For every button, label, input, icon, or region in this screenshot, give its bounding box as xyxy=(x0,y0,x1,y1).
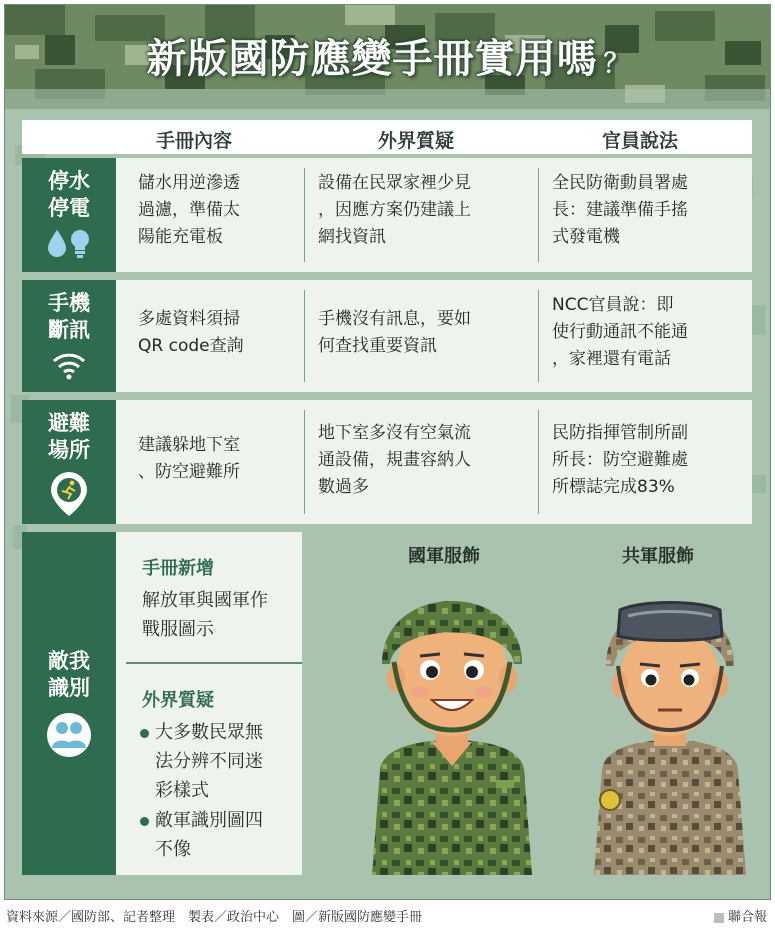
official-cell: 民防指揮管制所副 所長：防空避難處 所標誌完成83% xyxy=(552,423,688,497)
row-category xyxy=(22,532,116,875)
list-item: 敵軍識別圖四 不像 xyxy=(140,806,302,864)
roc-soldier-illustration xyxy=(342,570,562,875)
divider xyxy=(538,168,539,262)
identification-section xyxy=(22,532,767,875)
doubt-cell: 地下室多沒有空氣流 通設備，規畫容納人 數過多 xyxy=(318,423,471,497)
pla-soldier-illustration xyxy=(570,570,770,875)
category-line: 避難 xyxy=(48,411,90,435)
new-text: 解放軍與國軍作 戰服圖示 xyxy=(142,590,268,640)
doubt-cell: 設備在民眾家裡少見 ，因應方案仍建議上 網找資訊 xyxy=(318,173,471,247)
category-line: 斷訊 xyxy=(48,318,90,342)
two-people-icon xyxy=(46,712,92,758)
category-line: 敵我 xyxy=(48,649,90,673)
roc-uniform-label: 國軍服飾 xyxy=(408,546,480,567)
category-line: 場所 xyxy=(48,438,90,462)
publisher-brand: 聯合報 xyxy=(714,906,767,925)
column-header-content: 手冊內容 xyxy=(156,130,233,152)
column-header-row xyxy=(22,120,752,154)
divider xyxy=(538,410,539,514)
shelter-location-pin-icon xyxy=(48,470,90,518)
page-title: 新版國防應變手冊實用嗎 ？ xyxy=(146,36,631,82)
table-row xyxy=(22,400,752,524)
official-cell: NCC官員說：即 使行動通訊不能通 ，家裡還有電話 xyxy=(552,295,688,369)
table-row xyxy=(22,280,752,392)
official-cell: 全民防衛動員署處 長：建議準備手搖 式發電機 xyxy=(552,173,688,247)
doubt-cell: 手機沒有訊息，要如 何查找重要資訊 xyxy=(318,309,471,356)
divider xyxy=(304,410,305,514)
divider xyxy=(538,290,539,382)
list-item: 大多數民眾無 法分辨不同迷 彩樣式 xyxy=(140,718,302,805)
divider xyxy=(304,168,305,262)
row-category xyxy=(22,280,116,392)
row-category xyxy=(22,400,116,524)
pla-uniform-label: 共軍服飾 xyxy=(622,546,694,567)
wifi-icon xyxy=(52,350,86,380)
divider xyxy=(126,662,302,664)
content-cell: 建議躲地下室 、防空避難所 xyxy=(138,435,240,482)
content-cell: 儲水用逆滲透 過濾，準備太 陽能充電板 xyxy=(138,173,240,247)
identification-text-panel xyxy=(116,532,302,875)
water-drop-lightbulb-icon xyxy=(44,226,94,260)
category-line: 停電 xyxy=(48,196,90,220)
category-line: 手機 xyxy=(48,291,90,315)
category-line: 停水 xyxy=(48,169,90,193)
column-header-official: 官員說法 xyxy=(602,130,679,152)
divider xyxy=(304,290,305,382)
table-row xyxy=(22,158,752,272)
row-category xyxy=(22,158,116,272)
column-header-doubt: 外界質疑 xyxy=(378,130,455,152)
source-footer: 資料來源／國防部、記者整理 製表／政治中心 圖／新版國防應變手冊 xyxy=(6,910,423,925)
doubt-heading: 外界質疑 xyxy=(142,690,214,711)
brand-square-icon xyxy=(714,913,724,923)
content-cell: 多處資料須掃 QR code查詢 xyxy=(138,309,244,356)
category-line: 識別 xyxy=(48,676,90,700)
new-heading: 手冊新增 xyxy=(142,558,214,579)
